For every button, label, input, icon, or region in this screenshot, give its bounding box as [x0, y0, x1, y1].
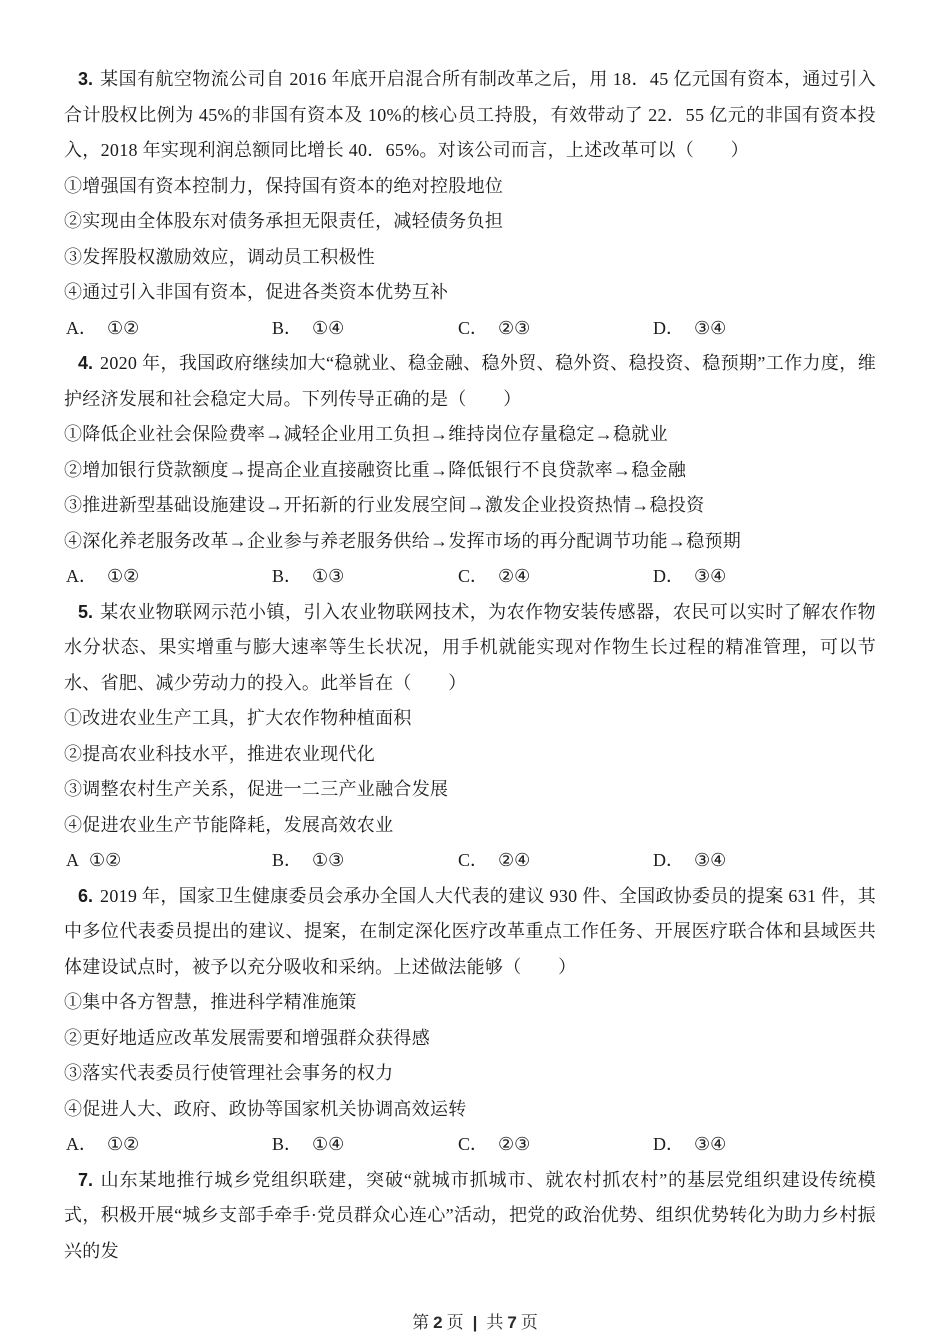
question-stem	[64, 62, 876, 169]
choice-item-2: ②增加银行贷款额度→提高企业直接融资比重→降低银行不良贷款率→稳金融	[64, 459, 687, 480]
choice-item-4: ④促进人大、政府、政协等国家机关协调高效运转	[64, 1098, 467, 1119]
choice-item-4: ④通过引入非国有资本，促进各类资本优势互补	[64, 282, 449, 302]
footer-total-pages-prefix: 共	[486, 1313, 504, 1332]
option-a: A ①②	[66, 850, 122, 870]
question-stem	[64, 346, 876, 417]
question-number: 6.	[78, 885, 94, 906]
page-footer	[0, 1308, 950, 1333]
option-c: C． ②④	[458, 850, 531, 870]
question-stem-text: 2020 年，我国政府继续加大“稳就业、稳金融、稳外贸、稳外资、稳投资、稳预期”工作力度，维护经济发展和社会稳定大局。下列传导正确的是（ ）	[64, 353, 876, 409]
choice-item-3: ③发挥股权激励效应，调动员工积极性	[64, 246, 376, 267]
choice-item-4: ④促进农业生产节能降耗，发展高效农业	[64, 814, 394, 835]
option-d: D． ③④	[653, 566, 727, 586]
choice-item-4: ④深化养老服务改革→企业参与养老服务供给→发挥市场的再分配调节功能→稳预期	[64, 530, 742, 551]
answer-options-row	[64, 559, 876, 595]
answer-options-row	[64, 311, 876, 347]
question-stem-text: 山东某地推行城乡党组织联建，突破“就城市抓城市、就农村抓农村”的基层党组织建设传统模式，积极开展“城乡支部手牵手·党员群众心连心”活动，把党的政治优势、组织优势转化为助力乡村振兴的发	[64, 1169, 876, 1261]
footer-total-pages-number: 7	[507, 1313, 517, 1332]
option-c: C． ②③	[458, 317, 531, 338]
question-stem	[64, 1163, 876, 1270]
option-b: B． ①③	[272, 566, 345, 586]
choice-item-3: ③推进新型基础设施建设→开拓新的行业发展空间→激发企业投资热情→稳投资	[64, 495, 705, 515]
choice-item-3: ③落实代表委员行使管理社会事务的权力	[64, 1063, 394, 1083]
question-number: 5.	[78, 601, 94, 622]
option-d: D． ③④	[653, 1134, 727, 1154]
question-stem	[64, 879, 876, 986]
question-4	[64, 346, 876, 595]
choice-item-2: ②提高农业科技水平，推进农业现代化	[64, 743, 376, 764]
option-a: A． ①②	[66, 317, 140, 338]
option-b: B． ①④	[272, 1134, 345, 1154]
question-5	[64, 595, 876, 879]
choice-item-1: ①增强国有资本控制力，保持国有资本的绝对控股地位	[64, 175, 504, 196]
footer-current-page-unit: 页	[446, 1313, 464, 1332]
option-d: D． ③④	[653, 850, 727, 870]
question-7	[64, 1163, 876, 1270]
question-stem-text: 某国有航空物流公司自 2016 年底开启混合所有制改革之后，用 18．45 亿元国有资本，通过引入合计股权比例为 45%的非国有资本及 10%的核心员工持股，有效带动了 22．55 亿元的非国有资本投入，2018 年实现利润总额同比增长 40．65%。对该公司而言，上述改革可以（ ）	[64, 69, 876, 160]
option-d: D． ③④	[653, 317, 727, 338]
question-number: 4.	[78, 353, 94, 373]
question-stem-text: 某农业物联网示范小镇，引入农业物联网技术，为农作物安装传感器，农民可以实时了解农作物水分状态、果实增重与膨大速率等生长状况，用手机就能实现对作物生长过程的精准管理，可以节水、省肥、减少劳动力的投入。此举旨在（ ）	[64, 601, 876, 693]
option-c: C． ②④	[458, 566, 531, 586]
choice-item-2: ②实现由全体股东对债务承担无限责任，减轻债务负担	[64, 211, 504, 231]
option-b: B． ①④	[272, 317, 345, 338]
choice-item-1: ①改进农业生产工具，扩大农作物种植面积	[64, 708, 412, 728]
page-content	[64, 62, 876, 1269]
question-6	[64, 879, 876, 1163]
footer-current-page-number: 2	[433, 1313, 443, 1332]
option-b: B． ①③	[272, 850, 345, 870]
choice-item-3: ③调整农村生产关系，促进一二三产业融合发展	[64, 779, 449, 799]
choice-item-2: ②更好地适应改革发展需要和增强群众获得感	[64, 1027, 430, 1048]
option-a: A． ①②	[66, 566, 140, 586]
option-a: A． ①②	[66, 1134, 140, 1154]
question-stem-text: 2019 年，国家卫生健康委员会承办全国人大代表的建议 930 件、全国政协委员的提案 631 件，其中多位代表委员提出的建议、提案，在制定深化医疗改革重点工作任务、开展医疗联合体和县域医共体建设试点时，被予以充分吸收和采纳。上述做法能够（ ）	[64, 885, 876, 977]
answer-options-row	[64, 843, 876, 879]
choice-item-1: ①降低企业社会保险费率→减轻企业用工负担→维持岗位存量稳定→稳就业	[64, 424, 668, 444]
footer-separator: |	[472, 1313, 478, 1332]
footer-total-pages-unit: 页	[520, 1313, 538, 1332]
question-number: 3.	[78, 69, 94, 89]
question-3	[64, 62, 876, 346]
answer-options-row	[64, 1127, 876, 1163]
question-stem	[64, 595, 876, 702]
question-number: 7.	[78, 1169, 94, 1190]
footer-current-page-prefix: 第	[412, 1313, 430, 1332]
choice-item-1: ①集中各方智慧，推进科学精准施策	[64, 992, 357, 1012]
option-c: C． ②③	[458, 1134, 531, 1154]
